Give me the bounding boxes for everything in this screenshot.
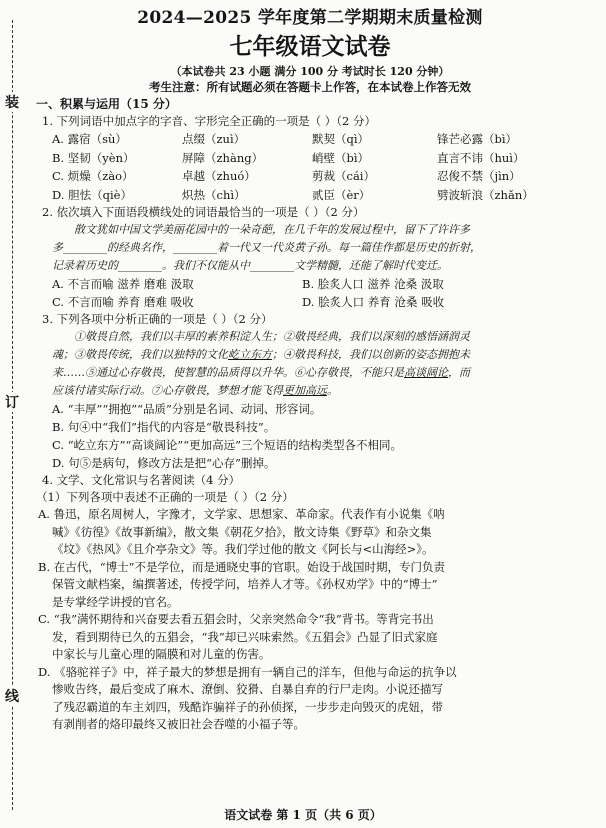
question-3-passage-line — [36, 382, 584, 400]
option-cell: 贰臣（èr） — [312, 187, 371, 202]
underlined-phrase: 屹立东方 — [228, 348, 272, 361]
option-line: 保管文献档案，编撰著述，传授学问，培养人才等。《孙权劝学》中的“博士” — [52, 577, 438, 591]
question-3-passage-line: ①敬畏自然，我们以丰厚的素养积淀人生；②敬畏经典，我们以深刻的感悟涵润灵 — [74, 330, 470, 343]
exam-notice: 考生注意：所有试题必须在答题卡上作答，在本试卷上作答无效 — [149, 80, 471, 94]
exam-subtitle: 七年级语文试卷 — [229, 33, 391, 60]
question-2-stem: 2. 依次填入下面语段横线处的词语最恰当的一项是（ ）（2 分） — [42, 205, 365, 219]
option-cell: 忍俊不禁（jìn） — [437, 169, 521, 183]
option-line: 是专掌经学讲授的官名。 — [52, 594, 179, 609]
option-cell: 劈波斩浪（zhǎn） — [437, 187, 534, 202]
option-line: 喊》《彷徨》《故事新编》，散文集《朝花夕拾》，散文诗集《野草》和杂文集 — [52, 524, 432, 539]
passage-text: 。 — [327, 384, 338, 397]
question-2-options-row — [36, 275, 584, 293]
question-2-options-row — [36, 293, 584, 311]
option-line: 惨败告终，最后变成了麻木、潦倒、狡猾、自暴自弃的行尸走肉。小说还描写 — [52, 682, 443, 696]
option-cell: 屏障（zhàng） — [182, 150, 264, 165]
option-cell: D. 胆怯（qiè） — [52, 187, 132, 202]
page-footer: 语文试卷 第 1 页（共 6 页） — [224, 808, 382, 822]
exam-title: 2024—2025 学年度第二学期期末质量检测 — [137, 8, 483, 28]
passage-text: ，而 — [448, 366, 470, 379]
section-heading: 一、积累与运用（15 分） — [36, 97, 177, 111]
option-line: 中家长与儿童心理的隔膜和对儿童的伤害。 — [52, 647, 271, 661]
option-b: B. 脍炙人口 滋养 沧桑 汲取 — [302, 277, 444, 291]
question-3-option-b: B. 句④中“我们”指代的内容是“敬畏科技”。 — [52, 420, 276, 434]
option-line: 了残忍霸道的车主刘四，残酷诈骗祥子的孙侦探，一步步走向毁灭的虎妞，带 — [52, 699, 443, 714]
option-a: A. 不言而喻 滋养 磨难 汲取 — [52, 277, 194, 291]
question-4-option-c — [36, 611, 584, 664]
question-4-sub-stem: （1）下列各项中表述不正确的一项是（ ）（2 分） — [36, 490, 294, 504]
binding-char-zhuang: 装 — [4, 92, 20, 112]
option-line: A. 鲁迅，原名周树人，字豫才，文学家、思想家、革命家。代表作有小说集《呐 — [38, 507, 445, 521]
option-line: D. 《骆驼祥子》中，祥子最大的梦想是拥有一辆自己的洋车，但他与命运的抗争以 — [38, 664, 457, 679]
underlined-phrase: 高谈阔论 — [404, 366, 448, 379]
underlined-phrase: 更加高远 — [283, 384, 327, 397]
question-2-passage-line: 散文犹如中国文学美丽花园中的一朵奇葩，在几千年的发展过程中，留下了许许多 — [74, 223, 470, 236]
question-3-option-d: D. 句⑤是病句，修改方法是把“心存”删掉。 — [52, 456, 276, 470]
passage-text: 魂；③敬畏传统，我们以独特的文化 — [52, 348, 228, 361]
question-2-passage-line: 多________的经典名作，________着一代又一代炎黄子孙。每一篇佳作都是历史的折射， — [52, 241, 481, 254]
option-line: 有剥削者的烙印最终又被旧社会吞噬的小福子等。 — [52, 717, 305, 731]
option-cell: 剪裁（cái） — [312, 169, 375, 183]
option-cell: B. 坚韧（yèn） — [52, 150, 135, 165]
option-cell: C. 烦燥（zào） — [52, 169, 134, 183]
option-row-c — [52, 167, 584, 186]
option-c: C. 不言而喻 养育 磨难 吸收 — [52, 295, 194, 309]
option-row-b — [52, 149, 584, 168]
option-row-d — [52, 186, 584, 205]
question-4-option-b — [36, 559, 584, 612]
option-cell: 锋芒必露（bì） — [437, 132, 518, 146]
option-cell: 峭壁（bì） — [312, 150, 370, 165]
question-4-option-a — [36, 506, 584, 559]
option-cell: 默契（qì） — [312, 132, 370, 146]
question-3-stem: 3. 下列各项中分析正确的一项是（ ）（2 分） — [42, 312, 273, 326]
option-cell: 点缀（zuì） — [182, 132, 246, 146]
passage-text: 来……⑤通过心存敬畏，使智慧的品质得以升华。⑥心存敬畏，不能只是 — [52, 366, 404, 379]
option-cell: 炽热（chì） — [182, 187, 246, 202]
question-1-options — [36, 130, 584, 204]
option-line: C. “我”满怀期待和兴奋要去看五猖会时，父亲突然命令“我”背书。等背完书出 — [38, 612, 434, 626]
passage-text: ；④敬畏科技，我们以创新的姿态拥抱未 — [272, 348, 470, 361]
option-line: 发，看到期待已久的五猖会，“我”却已兴味索然。《五猖会》凸显了旧式家庭 — [52, 629, 438, 644]
option-line: B. 在古代，“博士”不是学位，而是通晓史事的官职。始设于战国时期，专门负责 — [38, 559, 446, 574]
option-cell: A. 露宿（sù） — [52, 132, 127, 146]
question-3-option-c: C. “屹立东方”“高谈阔论”“更加高远”三个短语的结构类型各不相同。 — [52, 438, 402, 452]
option-cell: 卓越（zhuó） — [182, 169, 256, 183]
question-2-passage-line: 记录着历史的________。我们不仅能从中________文学精髓，还能了解时代变迁。 — [52, 259, 448, 272]
question-4-option-d — [36, 664, 584, 734]
passage-text: 应该付诸实际行动。⑦心存敬畏，梦想才能飞得 — [52, 384, 283, 397]
question-3-passage-line — [36, 346, 584, 364]
option-line: 《坟》《热风》《且介亭杂文》等。我们学过他的散文《阿长与<山海经>》。 — [52, 542, 434, 556]
question-4-stem: 4. 文学、文化常识与名著阅读（4 分） — [42, 473, 241, 487]
option-d: D. 脍炙人口 养育 沧桑 吸收 — [302, 295, 445, 309]
question-1-stem: 1. 下列词语中加点字的字音、字形完全正确的一项是（ ）（2 分） — [42, 114, 377, 128]
question-3-option-a: A. “丰厚”“拥抱”“品质”分别是名词、动词、形容词。 — [52, 402, 322, 416]
question-3-passage-line — [36, 364, 584, 382]
option-row-a — [52, 130, 584, 149]
exam-info: （本试卷共 23 小题 满分 100 分 考试时长 120 分钟） — [170, 65, 450, 78]
binding-char-xian: 线 — [4, 686, 20, 706]
option-cell: 直言不讳（huì） — [437, 150, 525, 165]
exam-content — [36, 6, 584, 734]
binding-char-ding: 订 — [4, 392, 20, 412]
